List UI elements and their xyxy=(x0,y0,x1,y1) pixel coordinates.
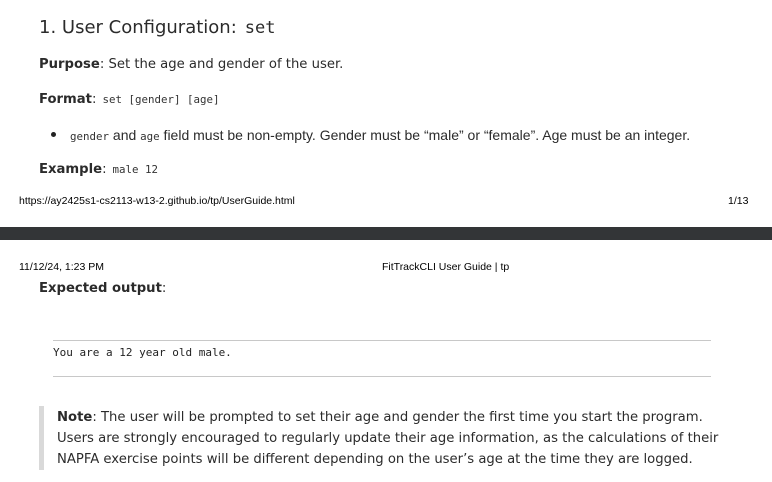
bullet-icon xyxy=(51,132,56,137)
format-code: set [gender] [age] xyxy=(102,93,220,106)
output-text: You are a 12 year old male. xyxy=(53,346,232,359)
pdf-header-title: FitTrackCLI User Guide | tp xyxy=(382,261,510,273)
page-divider xyxy=(0,227,772,240)
list-item xyxy=(51,127,690,143)
and-text: and xyxy=(109,127,141,143)
note-paragraph xyxy=(57,407,727,470)
pdf-footer-url: https://ay2425s1-cs2113-w13-2.github.io/tp/UserGuide.html xyxy=(19,195,295,207)
example-sep: : xyxy=(102,162,107,177)
note-block xyxy=(39,406,734,470)
output-block xyxy=(53,340,711,377)
section-heading xyxy=(39,17,276,38)
gender-code: gender xyxy=(70,130,110,143)
note-label: Note xyxy=(57,410,93,425)
age-code: age xyxy=(140,130,160,143)
note-text: : The user will be prompted to set their age and gender the first time you start the program. Users are strongly encouraged to regularly update their age information, as the calculations of their NAPFA exercise points will be different depending on the user’s age at the time they are logged. xyxy=(57,410,719,467)
format-label: Format xyxy=(39,92,92,107)
section-title: 1. User Configuration: xyxy=(39,17,237,38)
format-sep: : xyxy=(91,92,97,107)
command-code: set xyxy=(244,18,276,38)
expected-sep: : xyxy=(161,281,167,296)
pdf-page-number: 1/13 xyxy=(728,195,749,207)
expected-output-label xyxy=(39,281,166,296)
example-code: male 12 xyxy=(112,163,159,176)
pdf-header-datetime: 11/12/24, 1:23 PM xyxy=(19,261,105,273)
example-label: Example xyxy=(39,162,103,177)
purpose-paragraph xyxy=(39,57,343,72)
expected-label-text: Expected output xyxy=(39,281,162,296)
purpose-text: : Set the age and gender of the user. xyxy=(99,57,344,72)
format-paragraph xyxy=(39,92,219,107)
bullet-rest-text: field must be non-empty. Gender must be “male” or “female”. Age must be an integer. xyxy=(159,127,691,143)
purpose-label: Purpose xyxy=(39,57,100,72)
example-paragraph xyxy=(39,162,158,177)
